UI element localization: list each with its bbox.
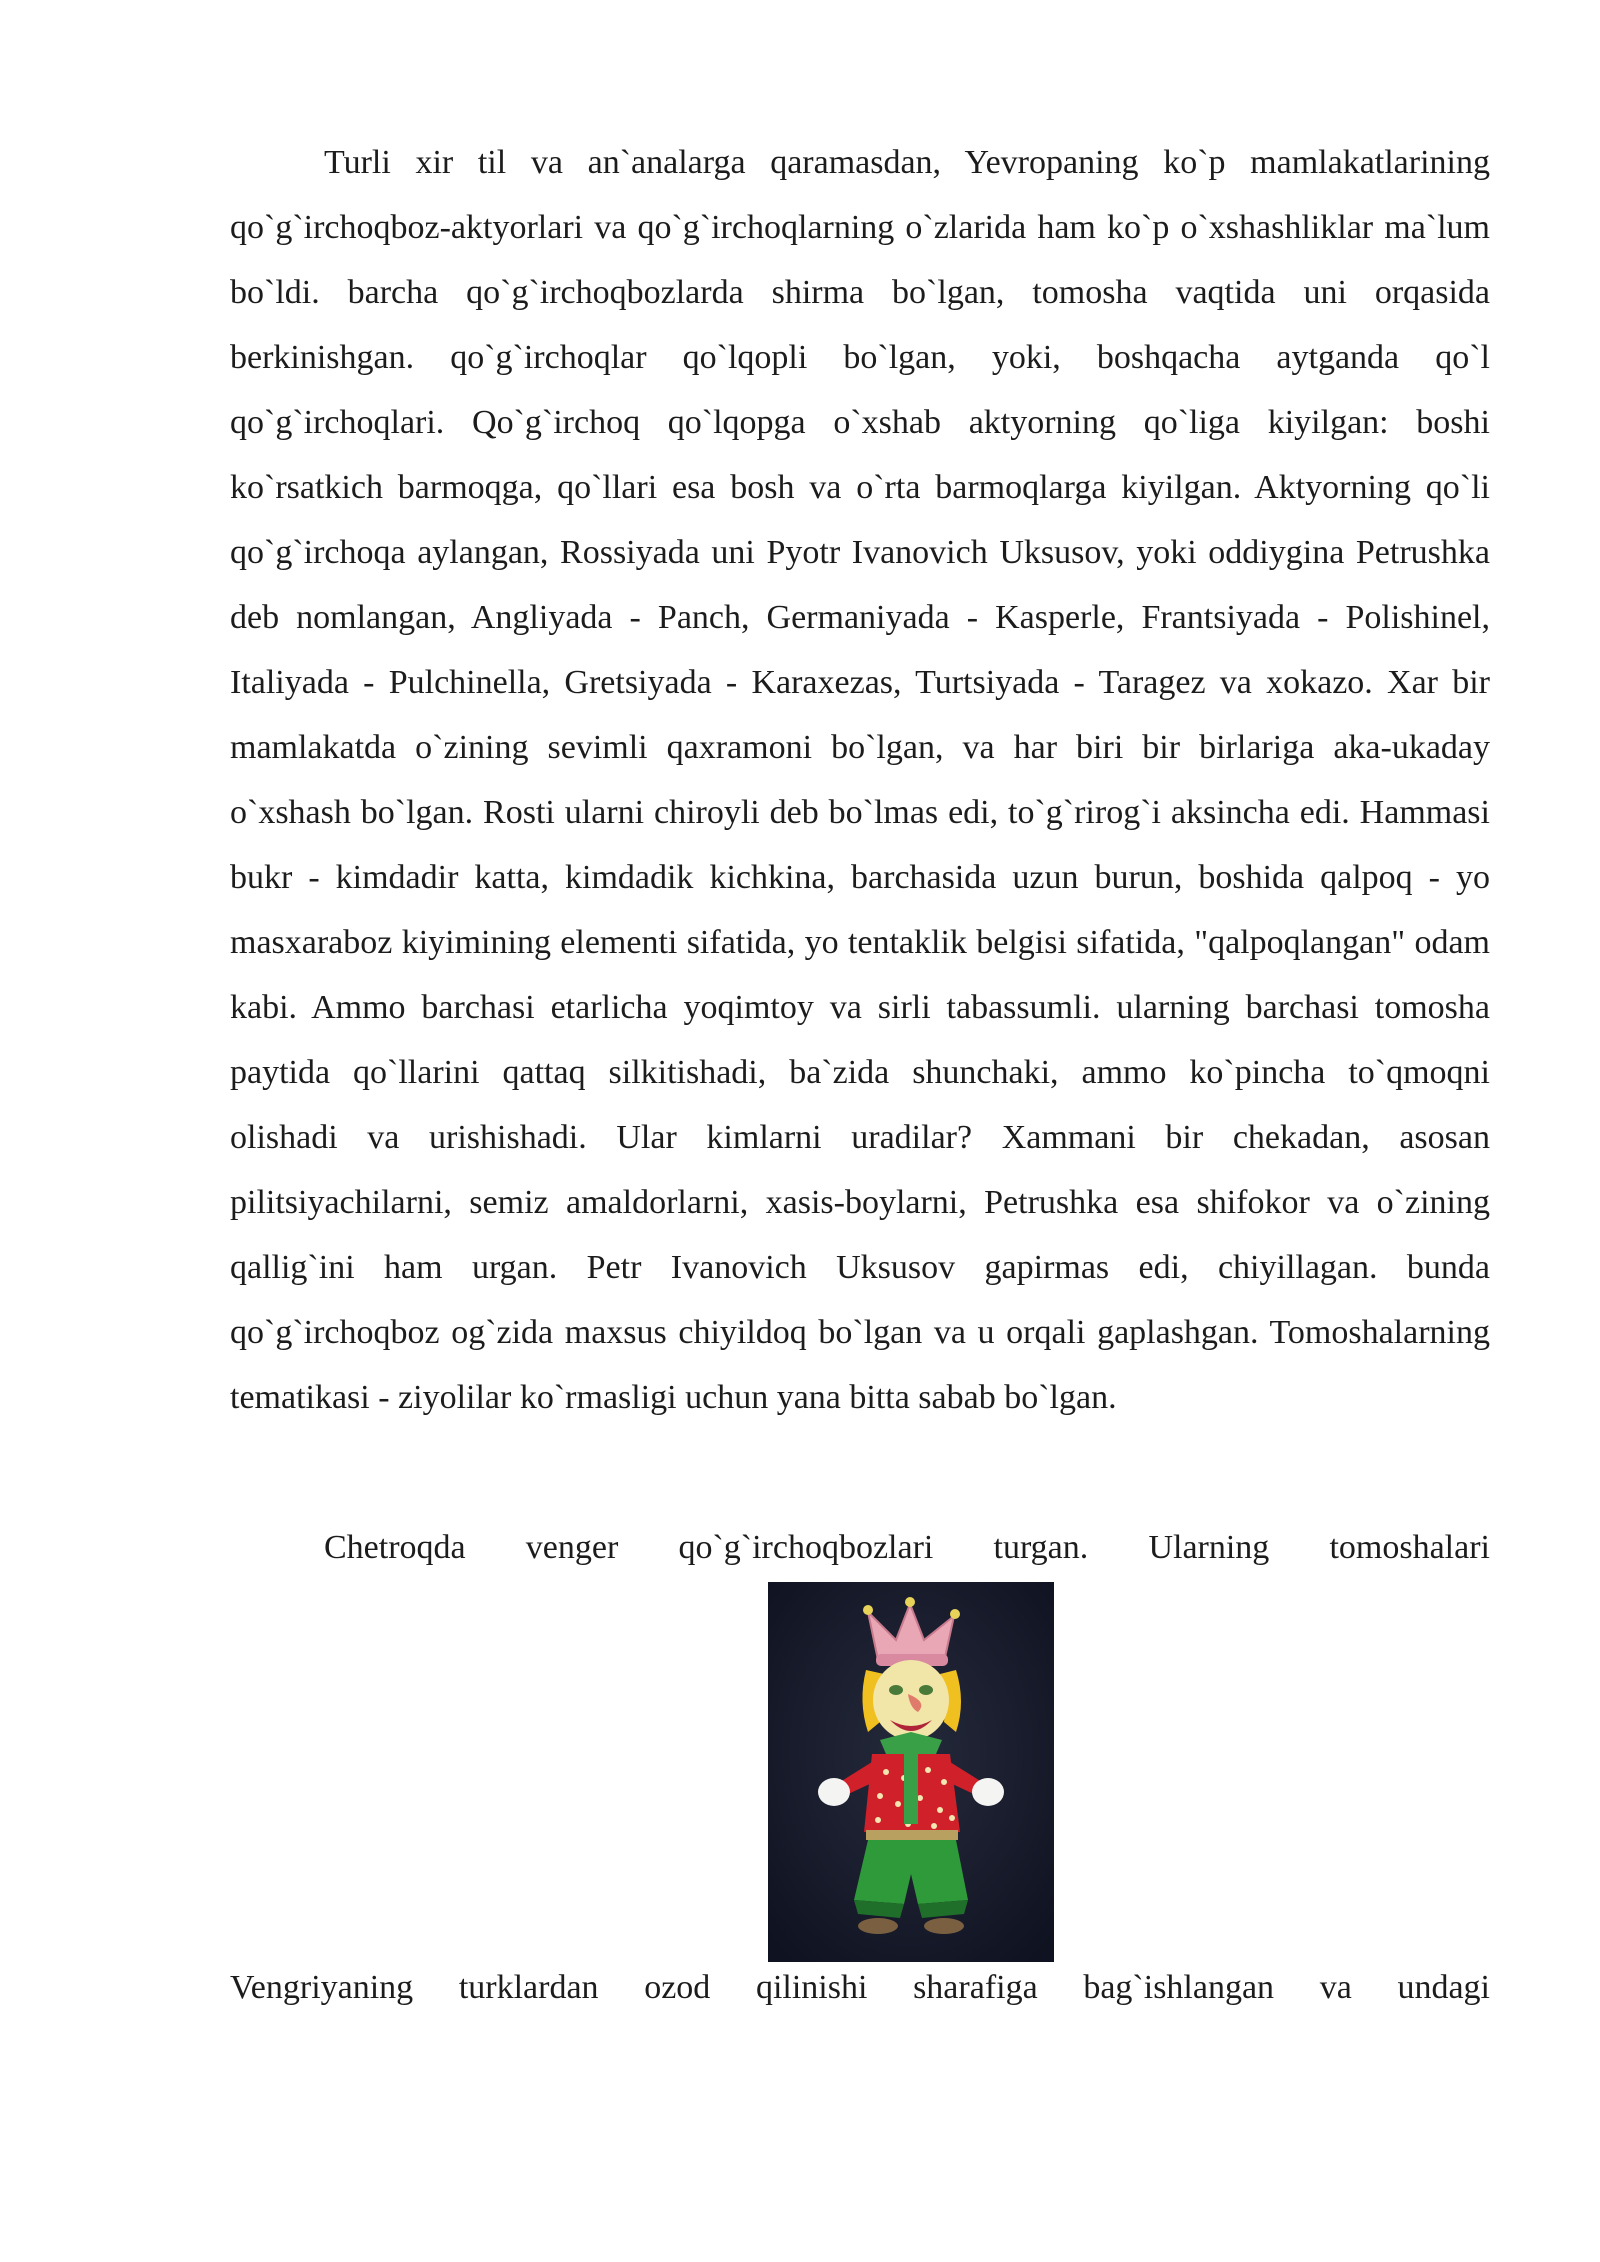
body-paragraph-3: Vengriyaning turklardan ozod qilinishi sharafiga bag`ishlangan va undagi: [230, 1969, 1490, 2006]
body-paragraph-1: Turli xir til va an`analarga qaramasdan, Yevropaning ko`p mamlakatlarining qo`g`irchoqboz-aktyorlari va qo`g`irchoqlarning o`zlarida ham ko`p o`xshashliklar ma`lum bo`ldi. barcha qo`g`irchoqbozlarda shirma bo`lgan, tomosha vaqtida uni orqasida berkinishgan. qo`g`irchoqlar qo`lqopli bo`lgan, yoki, boshqacha aytganda qo`l qo`g`irchoqlari. Qo`g`irchoq qo`lqopga o`xshab aktyorning qo`liga kiyilgan: boshi ko`rsatkich barmoqga, qo`llari esa bosh va o`rta barmoqlarga kiyilgan. Aktyorning qo`li qo`g`irchoqa aylangan, Rossiyada uni Pyotr Ivanovich Uksusov, yoki oddiygina Petrushka deb nomlangan, Angliyada - Panch, Germaniyada - Kasperle, Frantsiyada - Polishinel, Italiyada - Pulchinella, Gretsiyada - Karaxezas, Turtsiyada - Taragez va xokazo. Xar bir mamlakatda o`zining sevimli qaxramoni bo`lgan, va har biri bir birlariga aka-ukaday o`xshash bo`lgan. Rosti ularni chiroyli deb bo`lmas edi, to`g`rirog`i aksincha edi. Hammasi bukr - kimdadir katta, kimdadik kichkina, barchasida uzun burun, boshida qalpoq - yo masxaraboz kiyimining elementi sifatida, yo tentaklik belgisi sifatida, "qalpoqlangan" odam kabi. Ammo barchasi etarlicha yoqimtoy va sirli tabassumli. ularning barchasi tomosha paytida qo`llarini qattaq silkitishadi, ba`zida shunchaki, ammo ko`pincha to`qmoqni olishadi va urishishadi. Ular kimlarni uradilar? Xammani bir chekadan, asosan pilitsiyachilarni, semiz amaldorlarni, xasis-boylarni, Petrushka esa shifokor va o`zining qallig`ini ham urgan. Petr Ivanovich Uksusov gapirmas edi, chiyillagan. bunda qo`g`irchoqboz og`zida maxsus chiyildoq bo`lgan va u orqali gaplashgan. Tomoshalarning tematikasi - ziyolilar ko`rmasligi uchun yana bitta sabab bo`lgan.: [230, 144, 1490, 1416]
puppet-illustration: [768, 1582, 1054, 1962]
puppet-photo: [768, 1582, 1054, 1962]
body-paragraph-2: Chetroqda venger qo`g`irchoqbozlari turgan. Ularning tomoshalari: [324, 1529, 1490, 1566]
